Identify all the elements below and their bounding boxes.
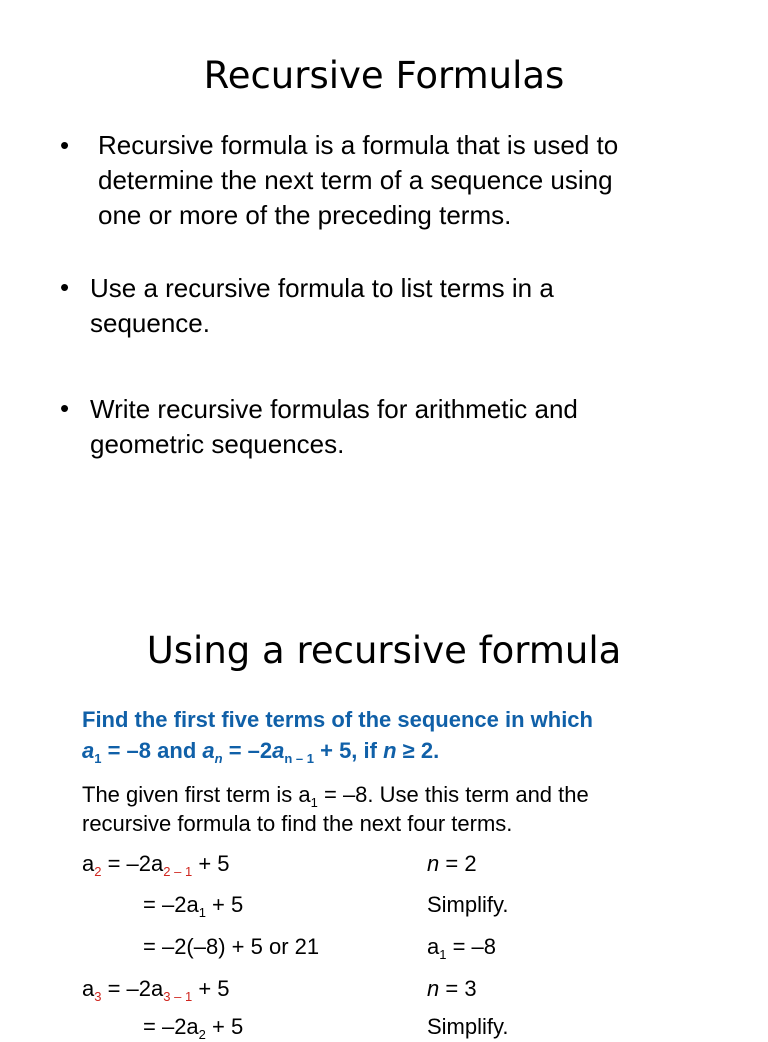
step-note: n = 3 — [427, 976, 477, 1001]
bullet-marker: • — [60, 272, 70, 302]
step-note: n = 2 — [427, 851, 477, 876]
step-note: Simplify. — [427, 892, 509, 917]
step-equation: = $-2a_2 + 5$ — [143, 1014, 244, 1042]
step-equation: = –2(–8) + 5 or 21 — [143, 934, 320, 959]
step-note: $a_1 = -8$ — [427, 934, 497, 962]
problem-prompt — [82, 704, 593, 766]
step-equation: $a_2 = -2a_{2 - 1} + 5$ — [82, 851, 230, 879]
slide-title: Using a recursive formula — [146, 629, 622, 672]
bullet-line: sequence. — [90, 308, 210, 338]
bullet-1 — [98, 128, 618, 233]
bullet-line: Use a recursive formula to list terms in a — [90, 273, 554, 303]
bullet-2 — [90, 271, 554, 341]
prompt-line: Find the first five terms of the sequence in which — [82, 707, 593, 732]
prompt-line: $a_1 = -8$ and $a_n = -2a_{n - 1} + 5$, if n ≥ 2. — [82, 738, 440, 766]
bullet-marker: • — [60, 130, 70, 160]
bullet-3 — [90, 392, 578, 462]
step-equation: $a_3 = -2a_{3 - 1} + 5$ — [82, 976, 230, 1004]
bullet-line: geometric sequences. — [90, 429, 345, 459]
bullet-line: Recursive formula is a formula that is used to — [98, 130, 619, 160]
slide-title: Recursive Formulas — [203, 54, 565, 97]
step-note: Simplify. — [427, 1014, 509, 1039]
intro-text — [82, 780, 589, 838]
bullet-marker: • — [60, 393, 70, 423]
bullet-line: one or more of the preceding terms. — [98, 200, 512, 230]
intro-line: The given first term is $a_1 = -8$. Use this term and the — [82, 782, 589, 810]
bullet-line: Write recursive formulas for arithmetic and — [90, 394, 578, 424]
bullet-line: determine the next term of a sequence using — [98, 165, 613, 195]
intro-line: recursive formula to find the next four terms. — [82, 811, 513, 836]
step-equation: = $-2a_1 + 5$ — [143, 892, 244, 920]
